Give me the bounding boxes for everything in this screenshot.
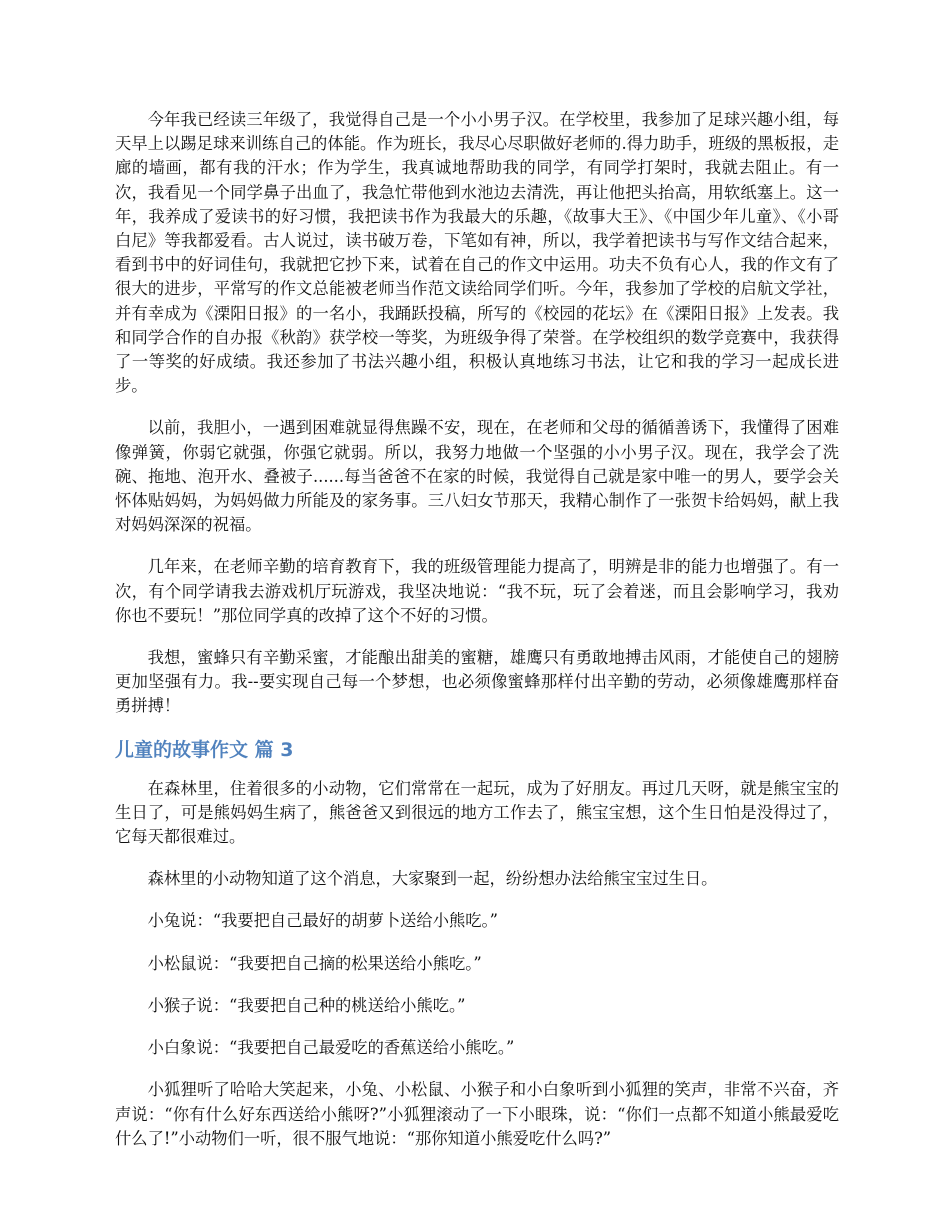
- document-page: [115, 108, 839, 1151]
- paragraph: 在森林里，住着很多的小动物，它们常常在一起玩，成为了好朋友。再过几天呀，就是熊宝宝的生日了，可是熊妈妈生病了，熊爸爸又到很远的地方工作去了，熊宝宝想，这个生日怕是没得过了，它每天都很难过。: [115, 778, 839, 847]
- paragraph: 小兔说：“我要把自己最好的胡萝卜送给小熊吃。”: [147, 911, 499, 931]
- paragraph: 几年来，在老师辛勤的培育教育下，我的班级管理能力提高了，明辨是非的能力也增强了。有一次，有个同学请我去游戏机厅玩游戏，我坚决地说：“我不玩，玩了会着迷，而且会影响学习，我劝你也不要玩！”那位同学真的改掉了这个不好的习惯。: [115, 557, 839, 625]
- section-heading: 儿童的故事作文 篇 3: [115, 738, 294, 761]
- paragraph: 小松鼠说：“我要把自己摘的松果送给小熊吃。”: [147, 953, 482, 973]
- paragraph: 以前，我胆小，一遇到困难就显得焦躁不安，现在，在老师和父母的循循善诱下，我懂得了困难像弹簧，你弱它就强，你强它就弱。所以，我努力地做一个坚强的小小男子汉。现在，我学会了洗碗、拖地、泡开水、叠被子......每当爸爸不在家的时候，我觉得自己就是家中唯一的男人，要学会关怀体贴妈妈，为妈妈做力所能及的家务事。三八妇女节那天，我精心制作了一张贺卡给妈妈，献上我对妈妈深深的祝福。: [115, 418, 839, 535]
- paragraph: 小猴子说：“我要把自己种的桃送给小熊吃。”: [147, 995, 466, 1015]
- paragraph: 我想，蜜蜂只有辛勤采蜜，才能酿出甜美的蜜糖，雄鹰只有勇敢地搏击风雨，才能使自己的翅膀更加坚强有力。我--要实现自己每一个梦想，也必须像蜜蜂那样付出辛勤的劳动，必须像雄鹰那样奋勇拼搏！: [115, 648, 839, 716]
- paragraph: 森林里的小动物知道了这个消息，大家聚到一起，纷纷想办法给熊宝宝过生日。: [147, 869, 718, 889]
- paragraph: 小狐狸听了哈哈大笑起来，小兔、小松鼠、小猴子和小白象听到小狐狸的笑声，非常不兴奋，齐声说：“你有什么好东西送给小熊呀?”小狐狸滚动了一下小眼珠，说：“你们一点都不知道小熊最爱吃什么了!”小动物们一听，很不服气地说：“那你知道小熊爱吃什么吗?”: [115, 1080, 839, 1148]
- paragraph: 小白象说：“我要把自己最爱吃的香蕉送给小熊吃。”: [147, 1038, 515, 1058]
- paragraph: 今年我已经读三年级了，我觉得自己是一个小小男子汉。在学校里，我参加了足球兴趣小组，每天早上以踢足球来训练自己的体能。作为班长，我尽心尽职做好老师的.得力助手，班级的黑板报，走廊的墙画，都有我的汗水；作为学生，我真诚地帮助我的同学，有同学打架时，我就去阻止。有一次，我看见一个同学鼻子出血了，我急忙带他到水池边去清洗，再让他把头抬高，用软纸塞上。这一年，我养成了爱读书的好习惯，我把读书作为我最大的乐趣，《故事大王》、《中国少年儿童》、《小哥白尼》等我都爱看。古人说过，读书破万卷，下笔如有神，所以，我学着把读书与写作文结合起来，看到书中的好词佳句，我就把它抄下来，试着在自己的作文中运用。功夫不负有心人，我的作文有了很大的进步，平常写的作文总能被老师当作范文读给同学们听。今年，我参加了学校的启航文学社，并有幸成为《溧阳日报》的一名小，我踊跃投稿，所写的《校园的花坛》在《溧阳日报》上发表。我和同学合作的自办报《秋韵》获学校一等奖，为班级争得了荣誉。在学校组织的数学竞赛中，我获得了一等奖的好成绩。我还参加了书法兴趣小组，积极认真地练习书法，让它和我的学习一起成长进步。: [115, 110, 839, 396]
